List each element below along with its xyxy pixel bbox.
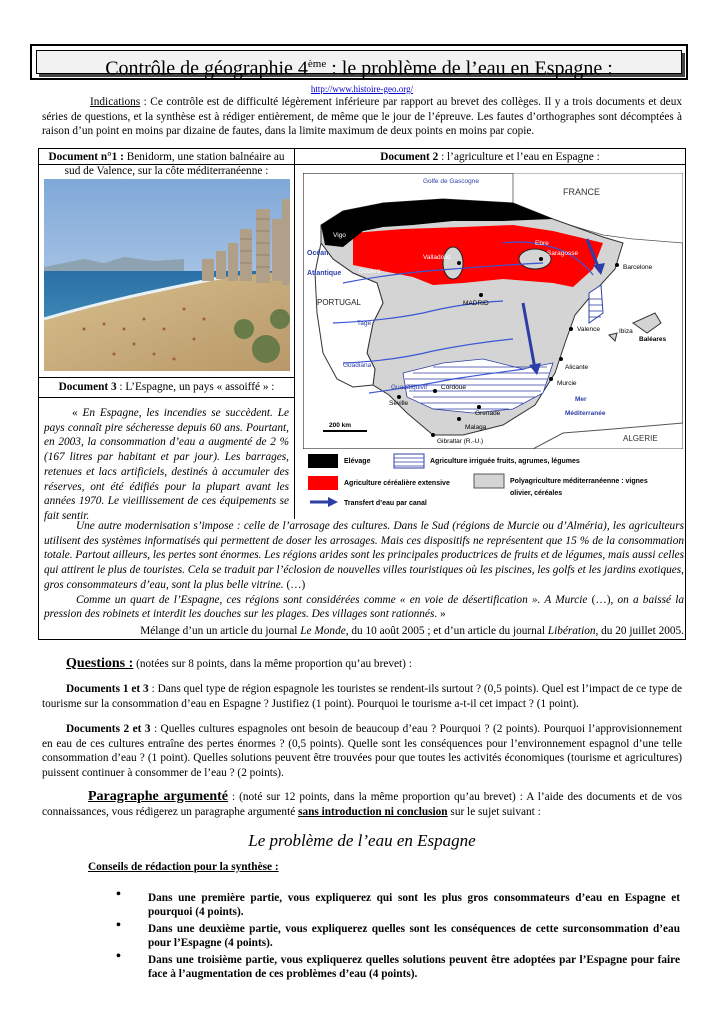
article-p2a: Comme un quart de l’Espagne, ces régions sont considérées comme « en voie de désertification ». A Murcie (76, 593, 588, 606)
doc3-quote-open: « (72, 407, 83, 419)
bullet-2: Dans une deuxième partie, vous expliquerez quelles sont les conséquences de cette surconsommation d’eau pour l’Espagne (4 points). (148, 923, 680, 949)
questions-note: (notées sur 8 points, dans la même proportion qu’au brevet) : (133, 658, 412, 670)
paragraph-heading: Paragraphe argumenté (88, 789, 228, 804)
doc3-text (44, 406, 289, 524)
map-label-portugal: PORTUGAL (317, 298, 361, 307)
bullet-3: Dans une troisième partie, vous expliquerez quelles solutions peuvent être adoptées par l’Espagne pour faire face à l’augmentation de ces problèmes d’eau (4 points). (148, 954, 680, 980)
q1-label: Documents 1 et 3 (66, 683, 149, 695)
map-label-guadalquivir: Guadalquivir (391, 384, 428, 391)
map-label-tage: Tage (357, 320, 372, 327)
map-label-barcelone: Barcelone (623, 264, 653, 271)
title-box (30, 44, 688, 80)
map-label-guadiana: Guadiana (343, 362, 372, 369)
map-label-vigo: Vigo (333, 232, 346, 239)
indications-label: Indications (90, 96, 141, 108)
frame-divider-vertical (294, 148, 295, 519)
bullet-1-dot: • (116, 887, 121, 902)
map-label-valence: Valence (577, 326, 601, 333)
conseils-heading: Conseils de rédaction pour la synthèse : (88, 861, 279, 873)
doc2-title (296, 150, 684, 164)
map-label-seville: Séville (389, 400, 409, 407)
article-p1-end: (…) (283, 578, 306, 591)
source-url-link[interactable]: http://www.histoire-geo.org/ (310, 84, 414, 94)
paragraph-text-b: sans introduction ni conclusion (298, 806, 448, 818)
map-label-atlantique: Atlantique (307, 270, 342, 277)
map-label-murcie: Murcie (557, 380, 577, 387)
map-label-mediterranee: Méditerranée (565, 410, 606, 417)
source-c: , du 10 août 2005 ; et d’un article du journal (345, 625, 548, 637)
questions-heading (66, 655, 412, 672)
article-source (44, 625, 684, 637)
map-label-malaga: Malaga (465, 424, 487, 431)
legend-swatch-poly (474, 474, 504, 488)
map-label-cordoue: Cordoue (441, 384, 466, 391)
title-sup: ème (307, 58, 327, 70)
spain-map (303, 173, 683, 449)
source-liberation: Libération (547, 625, 596, 637)
map-label-france: FRANCE (563, 187, 601, 197)
map-label-saragosse: Saragosse (547, 250, 579, 257)
map-label-gibraltar: Gibraltar (R.-U.) (437, 438, 484, 445)
map-label-ibiza: Ibiza (619, 328, 633, 335)
map-label-grenade: Grenade (475, 410, 501, 417)
map-label-alicante: Alicante (565, 364, 589, 371)
legend-label-poly1: Polyagriculture méditerranéenne : vignes (510, 478, 648, 485)
legend-swatch-cerealiere (308, 476, 338, 490)
map-label-valladolid: Valladolid (423, 254, 451, 261)
question-docs-1-3 (42, 682, 682, 711)
bullet-2-dot: • (116, 918, 121, 933)
indications-paragraph (42, 95, 682, 139)
map-label-baleares: Baléares (639, 336, 667, 343)
doc3-title (40, 381, 293, 393)
q2-label: Documents 2 et 3 (66, 723, 151, 735)
q2-text: : Quelles cultures espagnoles ont besoin de beaucoup d’eau ? Pourquoi ? (2 points). Pourquoi l’approvisionnement en eau de ces cultures entraîne des pertes énormes ? (0,5 points). Quelle sont les conséquences pour l’environnement espagnol d’une telle consommation d’eau ? (1 point). Quelles solutions peuvent être trouvées pour que toutes les activités économiques (tourisme et agricultures) puissent continuer à consommer de l’eau ? (2 points). (42, 723, 682, 779)
question-docs-2-3 (42, 722, 682, 780)
title-part1: Contrôle de géographie 4 (105, 57, 308, 80)
paragraph-text-c: sur le sujet suivant : (447, 806, 541, 818)
map-label-douero: Douero (359, 268, 381, 275)
legend-label-irriguee: Agriculture irriguée fruits, agrumes, légumes (430, 458, 580, 465)
article-p2c: on a baissé la pression des robinets et interdit les douches sur les plages. Des villages sont rationnés (44, 593, 685, 621)
map-label-golfe: Golfe de Gascogne (423, 178, 480, 185)
frame-divider-doc1 (38, 377, 294, 378)
map-label-scale: 200 km (329, 422, 352, 429)
map-label-bilbao: Bilbao (491, 194, 510, 201)
paragraph-instructions (42, 789, 682, 820)
title-part2: : le problème de l’eau en Espagne : (326, 57, 613, 80)
legend-label-transfert: Transfert d’eau par canal (344, 500, 427, 507)
bullet-3-dot: • (116, 949, 121, 964)
source-le-monde: Le Monde (300, 625, 346, 637)
doc3-label: Document 3 (58, 381, 117, 393)
benidorm-photo (44, 179, 290, 371)
legend-swatch-elevage (308, 454, 338, 468)
article-continuation (44, 519, 684, 622)
bullet-1: Dans une première partie, vous expliquerez qui sont les plus gros consommateurs d’eau en Espagne et pourquoi (4 points). (148, 892, 680, 918)
article-p2b: (…), (587, 593, 618, 606)
source-e: , du 20 juillet 2005. (595, 625, 684, 637)
map-label-mer: Mer (575, 396, 587, 403)
article-p2 (44, 593, 684, 622)
paragraph-text-a: : (noté sur 12 points, dans la même proportion qu’au brevet) : A l’aide des documents et de vos connaissances, vous rédigerez un paragraphe argumenté (42, 791, 682, 818)
doc1-title-text: Benidorm, une station balnéaire au sud de Valence, sur la côte méditerranéenne : (64, 151, 285, 177)
article-p1 (44, 519, 684, 593)
legend-label-elevage: Elévage (344, 458, 371, 465)
title-inner (36, 50, 682, 80)
indications-text: : Ce contrôle est de difficulté légèrement inférieure par rapport au brevet des collèges. Il y a trois documents et deux séries de questions, et la synthèse est à rédiger entièrement, de même que le jour de l’épreuve. Les fautes d’orthographes sont décomptées à raison d’un point en moins par dizaine de fautes, dans la limite maximum de deux points en moins par copie. (42, 96, 682, 137)
article-p2-end: . » (434, 608, 446, 621)
q1-text: : Dans quel type de région espagnole les touristes se rendent-ils surtout ? (0,5 points). Quel est l’impact de ce type de tourisme sur la consommation d’eau en Espagne ? Justifiez (1 point). Pourquoi le tourisme a-t-il cet impact ? (1 point). (42, 683, 682, 710)
doc2-label: Document 2 (380, 151, 439, 163)
map-label-ocean: Océan (307, 250, 329, 257)
page-title (37, 53, 681, 80)
legend-label-cerealiere: Agriculture céréalière extensive (344, 480, 450, 487)
source-a: Mélange d’un un article du journal (140, 625, 301, 637)
doc1-title (40, 150, 293, 178)
article-p1-text: Une autre modernisation s’impose : celle de l’arrosage des cultures. Dans le Sud (régions de Murcie ou d’Alméria), les agriculteurs utilisent des systèmes informatisés qui permettent de doser les arrosages. Mais ces dispositifs ne représentent que 15 % de la consommation totale. Partout ailleurs, les pertes sont énormes. Les régions arides sont les principales productrices de fruits et de légumes, mais aussi celles qui attirent le plus de touristes. Cela se traduit par l’éclosion de nouvelles villes touristiques où les piscines, les golfs et les jardins exotiques, gros consommateurs d’eau, sont la plus belle vitrine. (44, 520, 684, 591)
questions-heading-label: Questions : (66, 656, 134, 671)
map-label-madrid: MADRID (463, 300, 489, 307)
map-legend (300, 450, 684, 518)
legend-label-poly2: olivier, céréales (510, 490, 563, 497)
map-label-ebre: Ebre (535, 240, 549, 247)
doc2-title-text: : l’agriculture et l’eau en Espagne : (438, 151, 600, 163)
map-label-gijon: Gijon (423, 188, 439, 195)
doc1-label: Document n°1 : (48, 151, 124, 163)
doc3-title-text: : L’Espagne, un pays « assoiffé » : (116, 381, 275, 393)
doc3-body: En Espagne, les incendies se succèdent. Le pays connaît pire sécheresse depuis 60 ans. Pourtant, en 2003, la consommation d’eau a augmenté de 2 % (167 litres par habitant et par jour). Les barrages, retenues et lacs artificiels, destinés à accumuler des réserves, ont été édifiés pour la plupart avant les années 1970. Le vieillissement de ces équipements se fait sentir. (44, 407, 289, 522)
frame-divider-doc3 (38, 397, 294, 398)
essay-subject: Le problème de l’eau en Espagne (248, 831, 476, 850)
map-label-algerie: ALGERIE (623, 434, 658, 443)
